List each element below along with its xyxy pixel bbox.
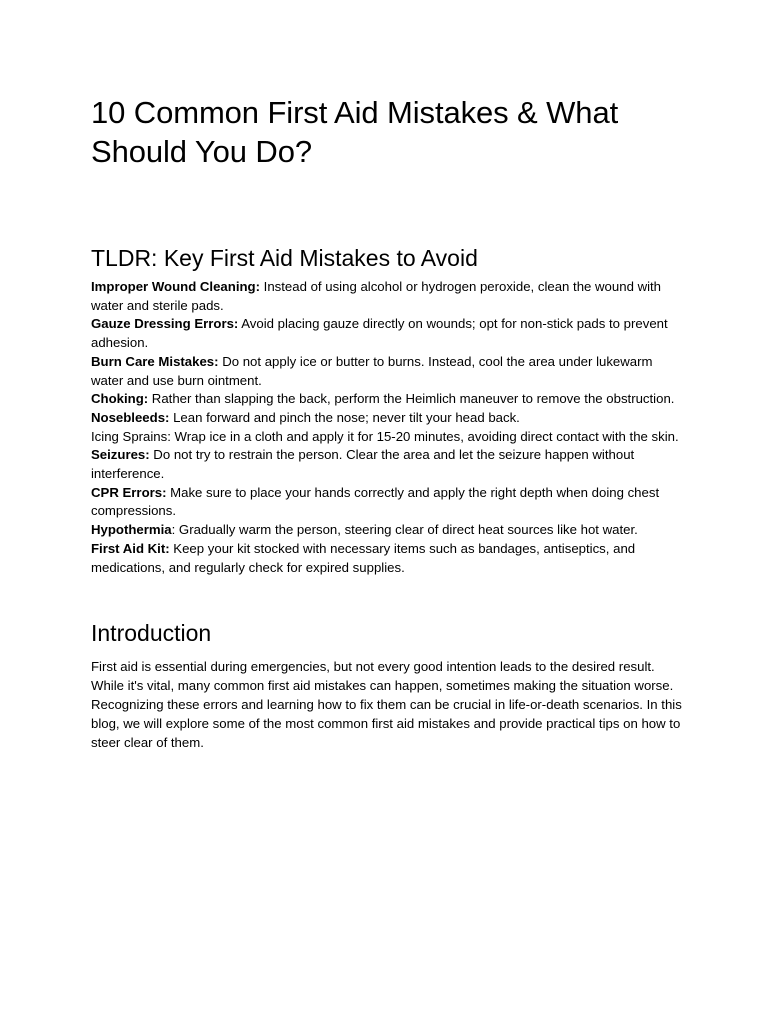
tldr-item-text: Make sure to place your hands correctly and apply the right depth when doing chest compressions. bbox=[91, 484, 660, 519]
tldr-item bbox=[91, 390, 687, 409]
tldr-item bbox=[91, 409, 687, 428]
tldr-item bbox=[91, 540, 687, 577]
tldr-item-text: : Gradually warm the person, steering clear of direct heat sources like hot water. bbox=[171, 522, 638, 538]
tldr-item-text: Keep your kit stocked with necessary items such as bandages, antiseptics, and medications, and regularly check for expired supplies. bbox=[91, 540, 636, 575]
tldr-item bbox=[91, 278, 687, 315]
tldr-item bbox=[91, 484, 687, 521]
document-page bbox=[91, 93, 687, 753]
tldr-item-term: First Aid Kit: bbox=[91, 540, 170, 556]
tldr-item-text: Instead of using alcohol or hydrogen peroxide, clean the wound with water and sterile pads. bbox=[91, 279, 662, 313]
tldr-item bbox=[91, 428, 687, 447]
tldr-item-term: Nosebleeds: bbox=[91, 409, 170, 425]
tldr-item bbox=[91, 353, 687, 390]
tldr-item-text: Icing Sprains: Wrap ice in a cloth and apply it for 15-20 minutes, avoiding direct contact with the skin. bbox=[91, 428, 679, 444]
tldr-item-text: Avoid placing gauze directly on wounds; opt for non-stick pads to prevent adhesion. bbox=[91, 316, 668, 351]
tldr-item-term: Choking: bbox=[91, 391, 149, 407]
tldr-item bbox=[91, 521, 687, 540]
tldr-list bbox=[91, 278, 687, 577]
tldr-item bbox=[91, 446, 687, 483]
introduction-paragraph: First aid is essential during emergencies, but not every good intention leads to the desired result. While it's vital, many common first aid mistakes can happen, sometimes making the situation worse. Recognizing these errors and learning how to fix them can be crucial in life-or-death scenarios. In this blog, we will explore some of the most common first aid mistakes and provide practical tips on how to steer clear of them. bbox=[91, 659, 682, 750]
tldr-item-text: Rather than slapping the back, perform the Heimlich maneuver to remove the obstruction. bbox=[148, 391, 675, 407]
tldr-item bbox=[91, 315, 687, 352]
tldr-item-term: Hypothermia bbox=[91, 522, 172, 538]
document-title: 10 Common First Aid Mistakes & What Should You Do? bbox=[91, 95, 619, 169]
tldr-item-text: Do not try to restrain the person. Clear the area and let the seizure happen without interference. bbox=[91, 447, 635, 482]
tldr-item-term: Gauze Dressing Errors: bbox=[91, 316, 239, 332]
tldr-item-text: Do not apply ice or butter to burns. Instead, cool the area under lukewarm water and use burn ointment. bbox=[91, 353, 653, 388]
tldr-item-term: Burn Care Mistakes: bbox=[91, 353, 219, 369]
tldr-item-text: Lean forward and pinch the nose; never tilt your head back. bbox=[169, 409, 520, 425]
introduction-heading: Introduction bbox=[91, 620, 212, 647]
tldr-item-term: CPR Errors: bbox=[91, 484, 167, 500]
tldr-item-term: Improper Wound Cleaning: bbox=[91, 279, 260, 294]
tldr-heading: TLDR: Key First Aid Mistakes to Avoid bbox=[91, 245, 478, 271]
tldr-item-term: Seizures: bbox=[91, 447, 150, 463]
